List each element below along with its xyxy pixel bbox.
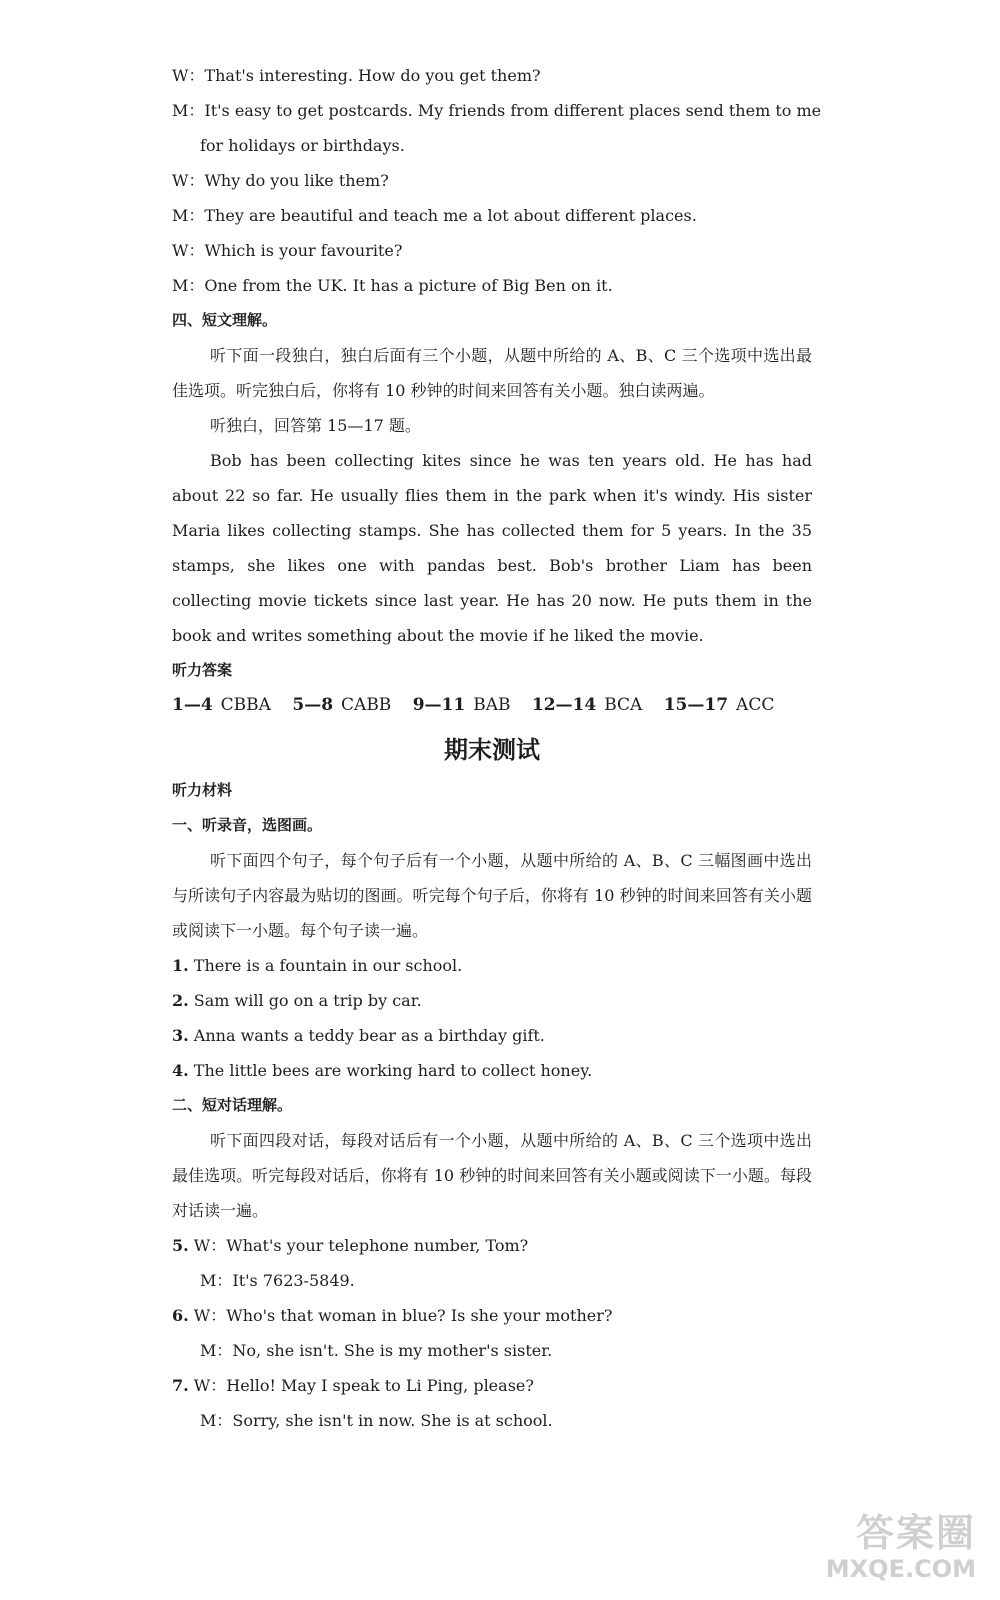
question-item — [172, 948, 812, 983]
question-number: 1. — [172, 956, 189, 975]
question-item — [172, 1053, 812, 1088]
dialog-w: W：Who's that woman in blue? Is she your mother? — [193, 1306, 613, 1325]
answer-value: BAB — [473, 695, 511, 715]
dialog-m: M：It's 7623-5849. — [200, 1271, 355, 1290]
question-number: 6. — [172, 1306, 189, 1325]
dialog-line: W：Which is your favourite? — [172, 241, 403, 260]
answer-value: BCA — [604, 695, 643, 715]
monologue-passage: Bob has been collecting kites since he was ten years old. He has had about 22 so far. He usually flies them in the park when it's windy. His sister Maria likes collecting stamps. She has collected them for 5 years. In the 35 stamps, she likes one with pandas best. Bob's brother Liam has been collecting movie tickets since last year. He has 20 now. He puts them in the book and writes something about the movie if he liked the movie. — [172, 451, 812, 645]
question-text: The little bees are working hard to collect honey. — [193, 1061, 593, 1080]
answer-range: 9—11 — [412, 695, 466, 715]
site-watermark — [806, 1510, 976, 1590]
dialog-item — [172, 1228, 812, 1263]
section-heading: 一、听录音，选图画。 — [172, 816, 323, 834]
answer-value: CABB — [341, 695, 392, 715]
answer-range: 5—8 — [292, 695, 334, 715]
dialog-line: W：Why do you like them? — [172, 171, 389, 190]
answer-range: 15—17 — [663, 695, 729, 715]
section-subinstruction: 听独白，回答第 15—17 题。 — [210, 416, 421, 435]
question-number: 7. — [172, 1376, 189, 1395]
dialog-item — [172, 1368, 812, 1403]
dialog-line: M：They are beautiful and teach me a lot about different places. — [172, 206, 697, 225]
dialog-line: M：It's easy to get postcards. My friends from different places send them to me — [172, 101, 822, 120]
question-text: Anna wants a teddy bear as a birthday gift. — [193, 1026, 545, 1045]
question-number: 3. — [172, 1026, 189, 1045]
question-item — [172, 983, 812, 1018]
watermark-logo: 答案圈 — [855, 1511, 976, 1555]
watermark-url: MXQE.COM — [825, 1555, 976, 1583]
section-instruction: 听下面一段独白，独白后面有三个小题，从题中所给的 A、B、C 三个选项中选出最佳选项。听完独白后，你将有 10 秒钟的时间来回答有关小题。独白读两遍。 — [172, 346, 812, 400]
document-page — [172, 58, 822, 1438]
dialog-line: M：One from the UK. It has a picture of Big Ben on it. — [172, 276, 613, 295]
section-heading: 二、短对话理解。 — [172, 1096, 293, 1114]
dialog-w: W：Hello! May I speak to Li Ping, please? — [193, 1376, 534, 1395]
material-heading: 听力材料 — [172, 781, 233, 799]
dialog-line-continued: for holidays or birthdays. — [200, 136, 405, 155]
answer-value: CBBA — [220, 695, 271, 715]
dialog-m: M：Sorry, she isn't in now. She is at school. — [200, 1411, 553, 1430]
question-text: There is a fountain in our school. — [193, 956, 463, 975]
question-item — [172, 1018, 812, 1053]
dialog-item — [172, 1298, 812, 1333]
question-text: Sam will go on a trip by car. — [193, 991, 422, 1010]
dialog-w: W：What's your telephone number, Tom? — [193, 1236, 529, 1255]
dialog-m: M：No, she isn't. She is my mother's sister. — [200, 1341, 553, 1360]
section-instruction: 听下面四个句子，每个句子后有一个小题，从题中所给的 A、B、C 三幅图画中选出与所读句子内容最为贴切的图画。听完每个句子后，你将有 10 秒钟的时间来回答有关小题或阅读下一小题。每个句子读一遍。 — [172, 851, 812, 940]
section-heading: 四、短文理解。 — [172, 311, 278, 329]
answer-value: ACC — [736, 695, 775, 715]
question-number: 5. — [172, 1236, 189, 1255]
question-number: 2. — [172, 991, 189, 1010]
answers-heading: 听力答案 — [172, 661, 233, 679]
section-instruction: 听下面四段对话，每段对话后有一个小题，从题中所给的 A、B、C 三个选项中选出最佳选项。听完每段对话后，你将有 10 秒钟的时间来回答有关小题或阅读下一小题。每段对话读一遍。 — [172, 1131, 812, 1220]
question-number: 4. — [172, 1061, 189, 1080]
page-title: 期末测试 — [444, 736, 540, 764]
answer-range: 12—14 — [531, 695, 597, 715]
dialog-line: W：That's interesting. How do you get them? — [172, 66, 541, 85]
answer-range: 1—4 — [172, 695, 213, 715]
answers-line — [172, 688, 812, 723]
